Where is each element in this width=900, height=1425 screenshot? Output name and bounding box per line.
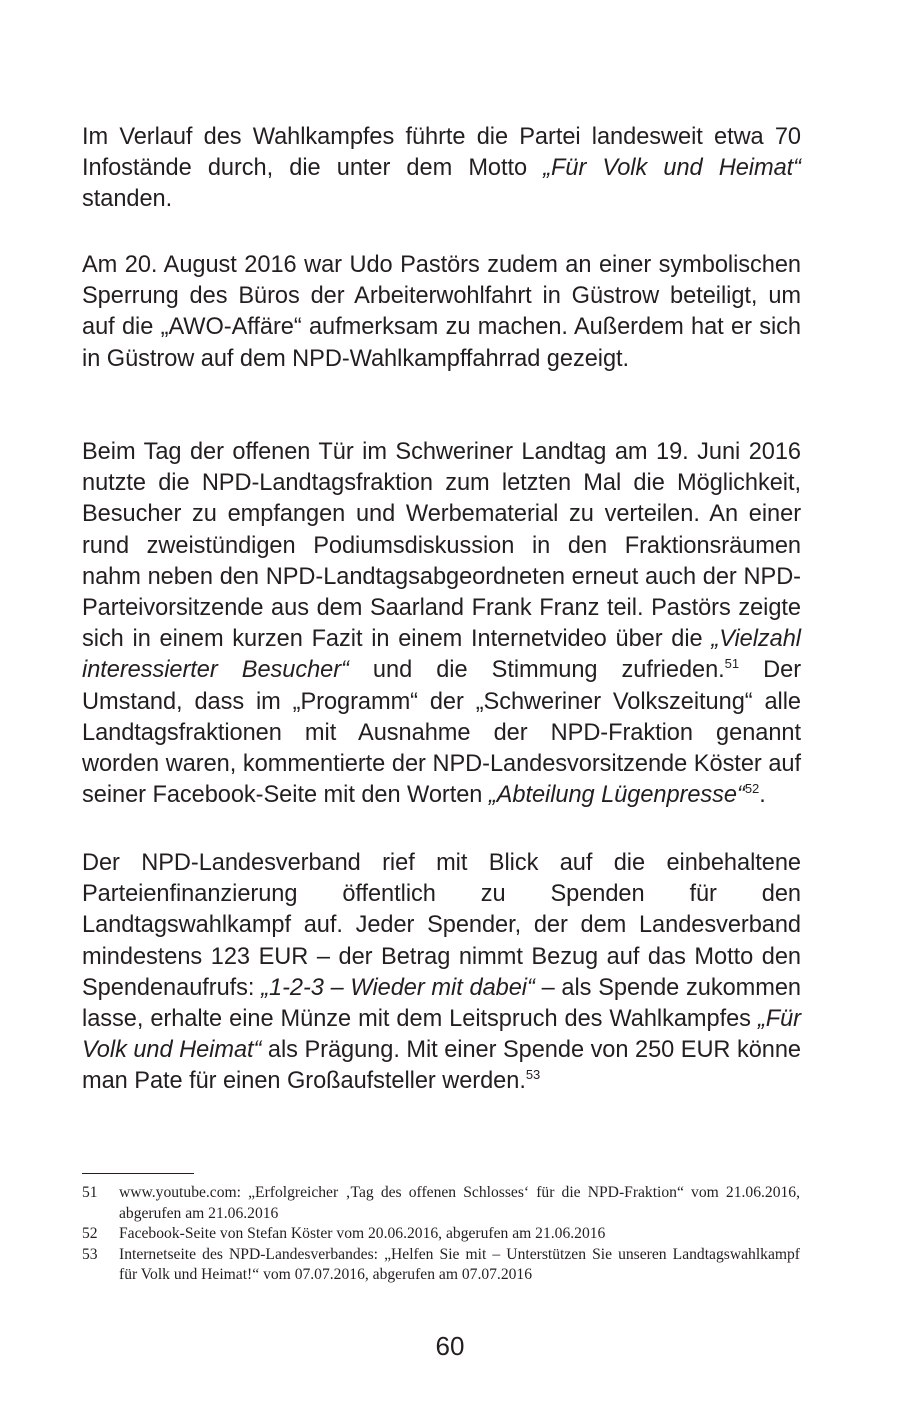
footnote-number: 51 [82, 1184, 98, 1201]
paragraph-text: – als Spende zukommen lasse, erhalte eine Münze mit dem Leitspruch des Wahlkampfes [82, 974, 801, 1033]
footnote-ref-51[interactable]: 51 [724, 656, 740, 672]
footnote-number: 52 [82, 1225, 98, 1242]
quote-spendenaufruf: „1-2-3 – Wieder mit dabei“ [261, 974, 535, 1001]
paragraph-awo-affaere [82, 250, 801, 375]
paragraph-text: Der Umstand, dass im „Programm“ der „Schweriner Volkszeitung“ alle Landtagsfraktionen mit Ausnahme der NPD-Fraktion genannt worden waren, kommentierte der NPD-Landesvorsitzende Köster auf seiner Facebook-Seite mit den Worten [82, 657, 802, 809]
quote-luegenpresse: „Abteilung Lügenpresse“ [488, 782, 745, 809]
footnote-text: Internetseite des NPD-Landesverbandes: „Helfen Sie mit – Unterstützen Sie unseren Landtagswahlkampf für Volk und Heimat!“ vom 07.07.2016, abgerufen am 07.07.2016 [119, 1245, 800, 1283]
paragraph-text: als Prägung. Mit einer Spende von 250 EUR könne man Pate für einen Großaufsteller werden. [82, 1037, 801, 1095]
paragraph-text: Beim Tag der offenen Tür im Schweriner Landtag am 19. Juni 2016 nutzte die NPD-Landtagsfraktion zum letzten Mal die Möglichkeit, Besucher zu empfangen und Werbematerial zu verteilen. An einer rund zweistündigen Podiumsdiskussion in den Fraktionsräumen nahm neben den NPD-Landtagsabgeordneten erneut auch der NPD-Parteivorsitzende aus dem Saarland Frank Franz teil. Pastörs zeigte sich in einem kurzen Fazit in einem Internetvideo über die [82, 439, 801, 653]
footnote-text: Facebook-Seite von Stefan Köster vom 20.06.2016, abgerufen am 21.06.2016 [119, 1225, 606, 1242]
paragraph-text: und die Stimmung zufrieden. [348, 657, 725, 684]
paragraph-text: . [759, 782, 766, 809]
footnote-number: 53 [82, 1245, 98, 1263]
footnote-text: www.youtube.com: „Erfolgreicher ‚Tag des offenen Schlosses‘ für die NPD-Fraktion“ vom 21.06.2016, abgerufen am 21.06.2016 [119, 1184, 800, 1222]
footnote-ref-52[interactable]: 52 [744, 781, 760, 797]
paragraph-infostaende [82, 122, 801, 216]
paragraph-text: Der NPD-Landesverband rief mit Blick auf die einbehaltene Parteienfinanzierung öffentlich zu Spenden für den Landtagswahlkampf auf. Jeder Spender, der dem Landesverband mindestens 123 EUR – der Betrag nimmt Bezug auf das Motto den Spendenaufrufs: [82, 850, 801, 1001]
footnote-separator [82, 1173, 194, 1174]
footnote-item [82, 1245, 800, 1286]
paragraph-text: Am 20. August 2016 war Udo Pastörs zudem an einer symbolischen Sperrung des Büros der Arbeiterwohlfahrt in Güstrow beteiligt, um auf die „AWO-Affäre“ aufmerksam zu machen. Außerdem hat er sich in Güstrow auf dem NPD-Wahlkampffahrrad gezeigt. [82, 252, 801, 372]
footnotes [82, 1183, 800, 1286]
quote-motto: „Für Volk und Heimat“ [82, 1006, 801, 1064]
paragraph-text: standen. [82, 186, 173, 213]
footnote-ref-53[interactable]: 53 [525, 1067, 541, 1083]
paragraph-text: Im Verlauf des Wahlkampfes führte die Partei landesweit etwa 70 Infostände durch, die unter dem Motto [82, 124, 801, 182]
footnote-item [82, 1224, 800, 1245]
page-number: 60 [435, 1331, 465, 1361]
quote-besucher: „Vielzahl interessierter Besucher“ [82, 626, 801, 684]
quote-motto: „Für Volk und Heimat“ [543, 155, 801, 182]
paragraph-tag-der-offenen-tuer [82, 437, 801, 811]
footnote-item [82, 1183, 800, 1224]
paragraph-spenden [82, 848, 801, 1098]
